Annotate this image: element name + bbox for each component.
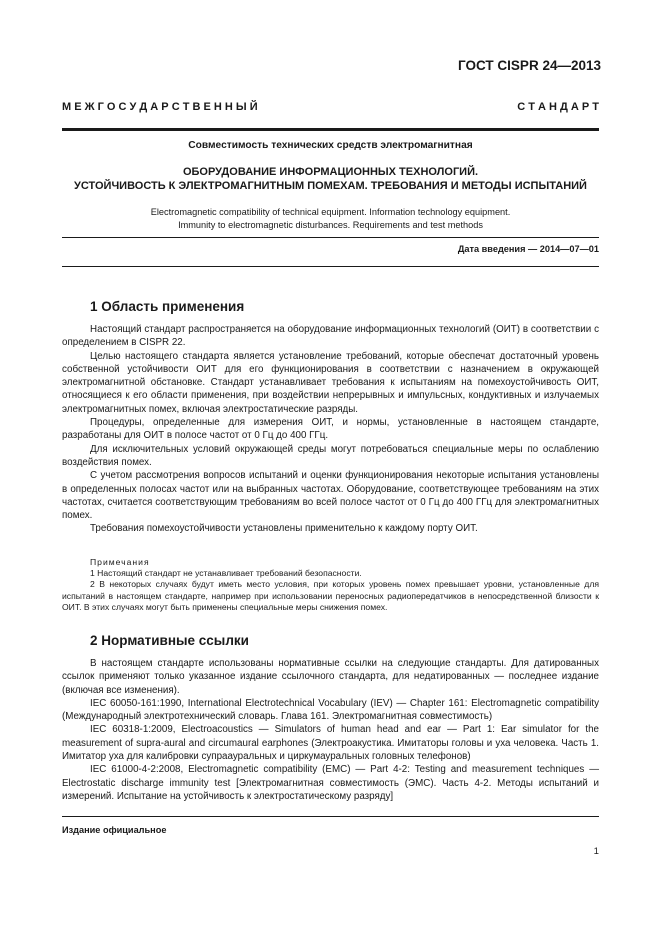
section-1-notes [62, 557, 599, 613]
header-divider [62, 128, 599, 131]
standard-code: ГОСТ CISPR 24—2013 [458, 58, 601, 73]
standard-kind-word-1: М Е Ж Г О С У Д А Р С Т В Е Н Н Ы Й [62, 101, 258, 113]
title-main-line-2: УСТОЙЧИВОСТЬ К ЭЛЕКТРОМАГНИТНЫМ ПОМЕХАМ. ТРЕБОВАНИЯ И МЕТОДЫ ИСПЫТАНИЙ [74, 180, 587, 192]
paragraph: Целью настоящего стандарта является установление требований, которые обеспечат достаточный уровень собственной устойчивости ОИТ для его функционирования в соответствии с назначением в окружающей электромагнитной обстановке. Стандарт устанавливает требования к испытаниям на помехоустойчивость ОИТ, относящиеся к его области применения, при воздействии непрерывных и импульсных, кондуктивных и излучаемых электромагнитных помех, включая электростатические разряды. [62, 350, 599, 415]
title-category: Совместимость технических средств электромагнитная [188, 140, 473, 151]
page-number: 1 [593, 846, 599, 857]
section-1-heading: 1 Область применения [90, 299, 245, 314]
reference-item: IEC 60050-161:1990, International Electrotechnical Vocabulary (IEV) — Chapter 161: Electromagnetic compatibility (Международный электротехнический словарь. Глава 161. Электромагнитная совместимость) [62, 697, 599, 723]
reference-item: IEC 60318-1:2009, Electroacoustics — Simulators of human head and ear — Part 1: Ear simulator for the measurement of supra-aural and circumaural earphones (Электроакустика. Имитаторы головы и уха человека. Часть 1. Имитатор уха для калибровки супраауральных и циркумауральных головных телефонов) [62, 724, 599, 763]
paragraph: Для исключительных условий окружающей среды могут потребоваться специальные меры по ослаблению воздействия помех. [62, 443, 599, 468]
paragraph: Процедуры, определенные для измерения ОИТ, и нормы, установленные в настоящем стандарте, разработаны для ОИТ в полосе частот от 0 Гц до 400 ГГц. [62, 417, 599, 442]
date-divider [62, 266, 599, 267]
section-2-heading: 2 Нормативные ссылки [90, 633, 249, 648]
title-english-line-2: Immunity to electromagnetic disturbances. Requirements and test methods [178, 219, 483, 230]
title-english [62, 206, 599, 231]
paragraph: Настоящий стандарт распространяется на оборудование информационных технологий (ОИТ) в соответствии с определением в CISPR 22. [62, 324, 599, 349]
title-main [62, 165, 599, 193]
intro-date: Дата введения — 2014—07—01 [457, 244, 599, 254]
paragraph: С учетом рассмотрения вопросов испытаний и оценки функционирования некоторые испытания установлены в определенных полосах частот или на выбранных частотах. Оборудование, соответствующее требованиям на этих частотах, считается соответствующим требованиям во всей полосе частот от 0 Гц до 400 ГГц для электромагнитных помех. [62, 470, 599, 522]
paragraph: Требования помехоустойчивости установлены применительно к каждому порту ОИТ. [90, 523, 478, 535]
edition-label: Издание официальное [62, 825, 167, 835]
standard-kind-word-2: С Т А Н Д А Р Т [517, 101, 599, 113]
notes-caption: Примечания [90, 557, 150, 567]
standard-kind [62, 101, 599, 113]
title-main-line-1: ОБОРУДОВАНИЕ ИНФОРМАЦИОННЫХ ТЕХНОЛОГИЙ. [182, 166, 479, 178]
section-1-body [62, 323, 599, 536]
reference-item: IEC 61000-4-2:2008, Electromagnetic compatibility (EMC) — Part 4-2: Testing and measurement techniques — Electrostatic discharge immunity test [Электромагнитная совместимость (ЭМС). Часть 4-2. Методы испытаний и измерений. Испытание на устойчивость к электростатическому разряду] [62, 764, 599, 802]
title-english-line-1: Electromagnetic compatibility of technical equipment. Information technology equipment. [150, 207, 511, 217]
footer-divider [62, 816, 599, 817]
title-divider [62, 237, 599, 238]
paragraph: В настоящем стандарте использованы нормативные ссылки на следующие стандарты. Для датированных ссылок применяют только указанное издание ссылочного стандарта, для недатированных — последнее издание (включая все изменения). [62, 658, 599, 696]
note: 1 Настоящий стандарт не устанавливает требований безопасности. [90, 568, 362, 579]
section-2-body [62, 657, 599, 803]
note: 2 В некоторых случаях будут иметь место условия, при которых уровень помех превышает уровни, установленные для испытаний в настоящем стандарте, например при использовании переносных радиопередатчиков в непосредственной близости к ОИТ. В этих случаях могут быть применены специальные меры снижения помех. [62, 579, 599, 612]
